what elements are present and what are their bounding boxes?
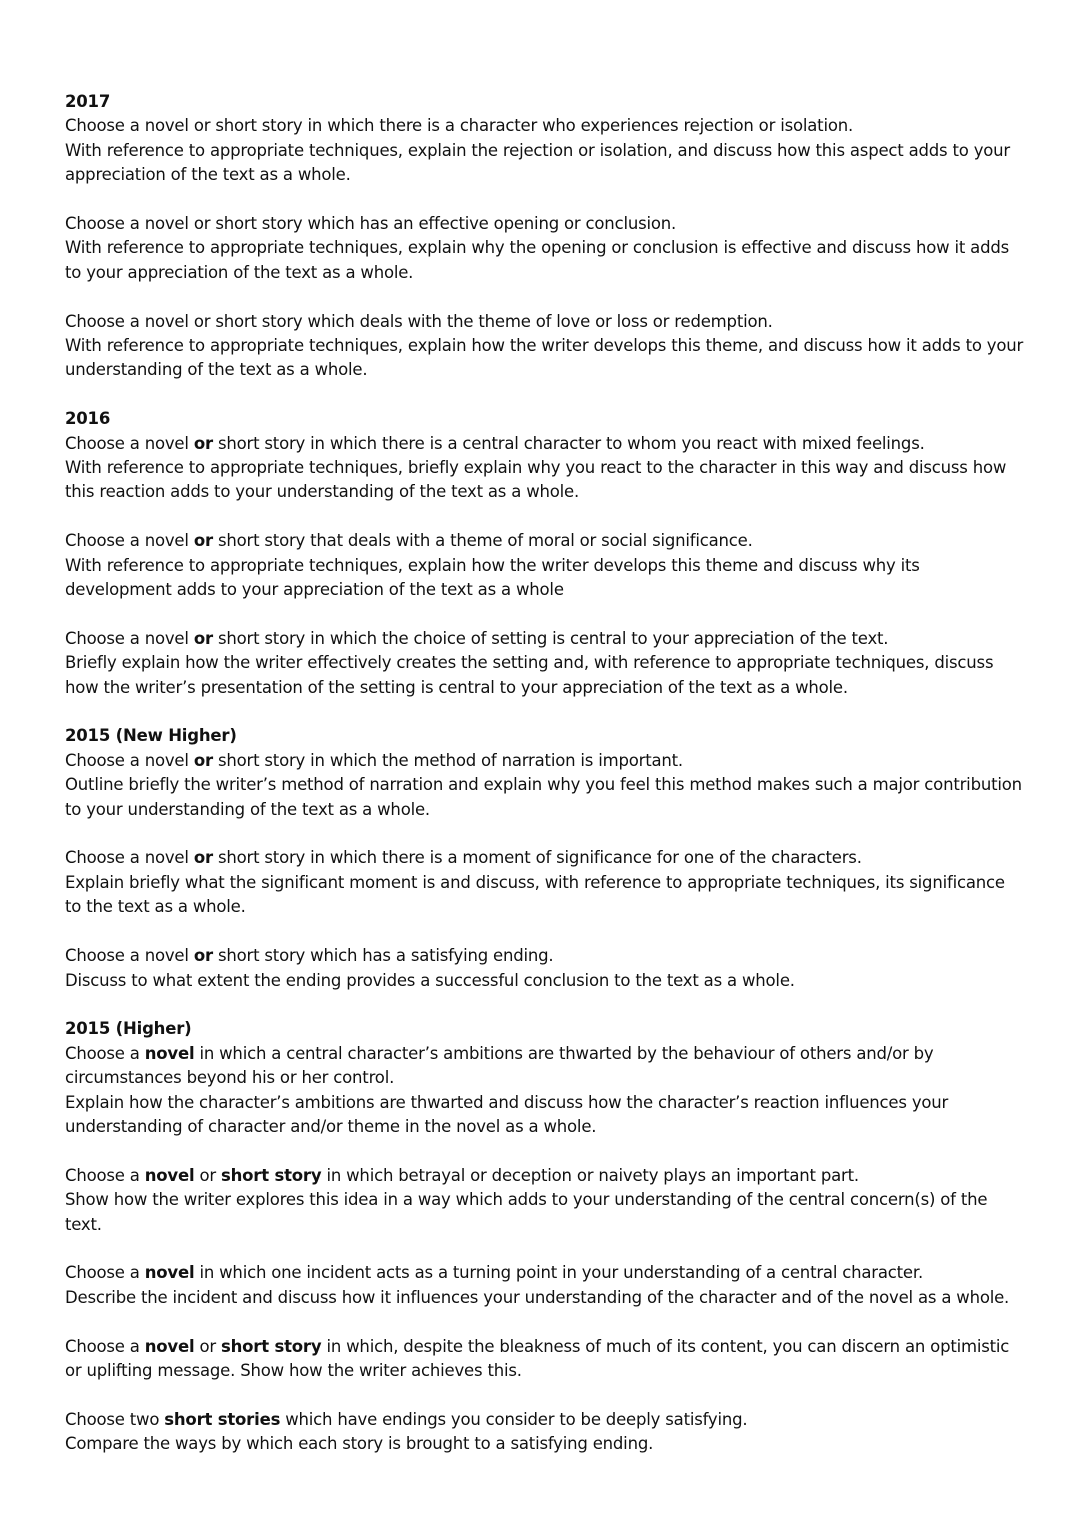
prompt-text: or [194,1336,221,1356]
question-block [65,310,1025,383]
exam-year-section [65,407,1025,700]
emphasis-text: short story [220,1336,322,1356]
question-task: With reference to appropriate techniques, explain how the writer develops this theme and discuss why its development adds to your appreciation of the text as a whole [65,555,920,600]
question-prompt [65,846,1025,870]
question-block [65,432,1025,505]
question-task: With reference to appropriate techniques, explain why the opening or conclusion is effective and discuss how it adds to your appreciation of the text as a whole. [65,238,1010,282]
question-block [65,1408,1025,1457]
prompt-text: in which betrayal or deception or naivety plays an important part. [321,1165,859,1185]
question-task: Explain how the character’s ambitions are thwarted and discuss how the character’s reaction influences your understanding of character and/or theme in the novel as a whole. [65,1092,949,1136]
question-task: Briefly explain how the writer effectively creates the setting and, with reference to appropriate techniques, discuss how the writer’s presentation of the setting is central to your appreciation of the text as a whole. [65,653,994,697]
prompt-text: in which, despite the bleakness of much of its content, you can discern an optimistic or uplifting message. Show how the writer achieves this. [65,1336,1010,1380]
question-block [65,846,1025,919]
year-heading: 2015 (Higher) [65,1019,192,1039]
question-prompt [65,1408,1025,1432]
question-prompt [65,212,1025,236]
prompt-text: short story in which the choice of setting is central to your appreciation of the text. [212,628,889,648]
prompt-text: Choose a novel [65,750,194,770]
exam-year-section [65,90,1025,383]
year-heading: 2016 [65,409,111,429]
prompt-text: in which a central character’s ambitions are thwarted by the behaviour of others and/or by circumstances beyond his or her control. [65,1043,934,1088]
question-block [65,114,1025,187]
emphasis-text: or [193,946,213,966]
question-prompt [65,627,1025,651]
question-task: With reference to appropriate techniques, explain how the writer develops this theme, and discuss how it adds to your understanding of the text as a whole. [65,336,1024,380]
emphasis-text: novel [144,1336,195,1356]
emphasis-text: or [193,848,213,868]
prompt-text: Choose a novel or short story which deals with the theme of love or loss or redemption. [65,311,773,331]
question-block [65,944,1025,993]
prompt-text: Choose a [65,1336,145,1356]
question-prompt [65,944,1025,968]
question-prompt [65,1335,1025,1384]
question-prompt [65,432,1025,456]
prompt-text: Choose a [65,1263,145,1283]
prompt-text: Choose a [65,1043,145,1063]
question-block [65,529,1025,602]
prompt-text: Choose a novel [65,946,194,966]
year-heading: 2015 (New Higher) [65,726,237,746]
question-task: With reference to appropriate techniques, briefly explain why you react to the character in this way and discuss how this reaction adds to your understanding of the text as a whole. [65,458,1007,502]
prompt-text: Choose two [65,1409,165,1429]
question-task: Discuss to what extent the ending provides a successful conclusion to the text as a whole. [65,970,795,990]
exam-year-section [65,724,1025,992]
question-prompt [65,529,1025,553]
question-block [65,1335,1025,1384]
question-prompt [65,310,1025,334]
emphasis-text: novel [144,1043,195,1063]
question-task: With reference to appropriate techniques, explain the rejection or isolation, and discuss how this aspect adds to your appreciation of the text as a whole. [65,140,1011,185]
question-block [65,627,1025,700]
emphasis-text: or [193,433,213,453]
prompt-text: in which one incident acts as a turning point in your understanding of a central character. [194,1263,924,1283]
prompt-text: which have endings you consider to be deeply satisfying. [280,1409,748,1429]
prompt-text: Choose a novel [65,531,194,551]
question-prompt [65,1042,1025,1091]
emphasis-text: or [193,628,213,648]
prompt-text: Choose a [65,1165,145,1185]
question-block [65,1164,1025,1237]
prompt-text: short story in which there is a moment of significance for one of the characters. [212,848,862,868]
question-block [65,749,1025,822]
question-task: Compare the ways by which each story is brought to a satisfying ending. [65,1434,654,1454]
question-prompt [65,1261,1025,1285]
question-task: Describe the incident and discuss how it influences your understanding of the character and of the novel as a whole. [65,1287,1010,1307]
prompt-text: short story which has a satisfying ending. [212,946,554,966]
question-block [65,1042,1025,1140]
question-prompt [65,749,1025,773]
prompt-text: Choose a novel [65,848,194,868]
prompt-text: Choose a novel or short story which has an effective opening or conclusion. [65,214,677,234]
question-task: Explain briefly what the significant moment is and discuss, with reference to appropriate techniques, its significance to the text as a whole. [65,872,1005,917]
prompt-text: short story in which the method of narration is important. [212,750,683,770]
prompt-text: short story that deals with a theme of moral or social significance. [212,531,753,551]
prompt-text: Choose a novel [65,628,194,648]
prompt-text: Choose a novel [65,433,194,453]
prompt-text: Choose a novel or short story in which there is a character who experiences rejection or isolation. [65,116,854,136]
emphasis-text: short stories [164,1409,281,1429]
prompt-text: short story in which there is a central character to whom you react with mixed feelings. [212,433,925,453]
question-task: Outline briefly the writer’s method of narration and explain why you feel this method makes such a major contribution to your understanding of the text as a whole. [65,775,1022,819]
question-block [65,212,1025,285]
emphasis-text: or [193,750,213,770]
document-page [65,90,1025,1481]
emphasis-text: novel [144,1165,195,1185]
question-block [65,1261,1025,1310]
question-task: Show how the writer explores this idea in a way which adds to your understanding of the central concern(s) of the text. [65,1190,988,1234]
emphasis-text: novel [144,1263,195,1283]
question-prompt [65,1164,1025,1188]
question-prompt [65,114,1025,138]
exam-year-section [65,1017,1025,1456]
emphasis-text: or [193,531,213,551]
prompt-text: or [194,1165,221,1185]
year-heading: 2017 [65,92,111,111]
emphasis-text: short story [220,1165,322,1185]
